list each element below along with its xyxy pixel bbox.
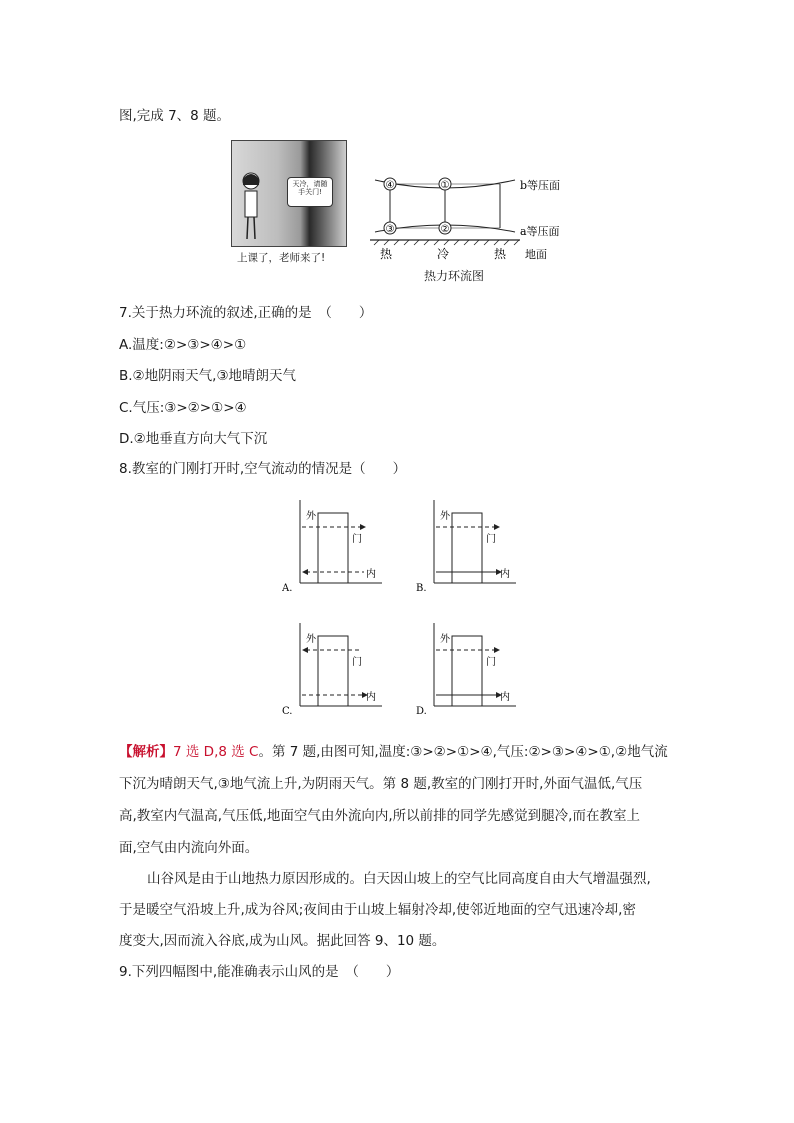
- thermal-circulation-diagram: [370, 170, 570, 270]
- q8-panel-b: [416, 495, 516, 595]
- q8-stem: 8.教室的门刚打开时,空气流动的情况是（ ）: [119, 461, 407, 477]
- panel-c-door: 门: [352, 657, 362, 668]
- q8-panel-c: [282, 618, 382, 718]
- q7-option-a: A.温度:②>③>④>①: [119, 337, 247, 353]
- analysis-line-3: 高,教室内气温高,气压低,地面空气由外流向内,所以前排的同学先感觉到腿冷,而在教室上: [119, 808, 640, 824]
- panel-d-in: 内: [500, 692, 510, 703]
- panel-c-in: 内: [366, 692, 376, 703]
- analysis-line-1: [119, 740, 668, 760]
- panel-d-out: 外: [440, 634, 450, 645]
- point-4: ④: [385, 180, 395, 191]
- point-1: ①: [440, 180, 450, 191]
- q7-option-d: D.②地垂直方向大气下沉: [119, 431, 268, 447]
- panel-c-out: 外: [306, 634, 316, 645]
- point-2: ②: [440, 224, 450, 235]
- ground-mark-hot-right: 热: [493, 247, 507, 261]
- panel-a-door: 门: [352, 534, 362, 545]
- passage-line-2: 于是暖空气沿坡上升,成为谷风;夜间由于山坡上辐射冷却,使邻近地面的空气迅速冷却,密: [119, 902, 636, 918]
- point-3: ③: [385, 224, 395, 235]
- panel-a-in: 内: [366, 569, 376, 580]
- analysis-tag: 【解析】: [119, 744, 173, 760]
- q9-stem: 9.下列四幅图中,能准确表示山风的是 （ ）: [119, 964, 400, 980]
- q7-option-c: C.气压:③>②>①>④: [119, 400, 247, 416]
- panel-b-in: 内: [500, 569, 510, 580]
- q7-option-b: B.②地阴雨天气,③地晴朗天气: [119, 368, 297, 384]
- intro-text: 图,完成 7、8 题。: [119, 108, 231, 124]
- panel-b-out: 外: [440, 511, 450, 522]
- ground-mark-hot-left: 热: [379, 247, 393, 261]
- analysis-line-1-rest: 。第 7 题,由图可知,温度:③>②>①>④,气压:②>③>④>①,②地气流: [258, 744, 668, 760]
- photo-caption: 上课了，老师来了!: [237, 252, 326, 264]
- panel-b-letter: B.: [416, 583, 427, 594]
- analysis-answer: 7 选 D,8 选 C: [173, 744, 259, 760]
- panel-a-letter: A.: [282, 583, 293, 594]
- b-isobar-label: b等压面: [520, 179, 561, 192]
- q8-panel-d: [416, 618, 516, 718]
- panel-d-letter: D.: [416, 706, 427, 717]
- q7-stem: 7.关于热力环流的叙述,正确的是 （ ）: [119, 305, 373, 321]
- speech-bubble: 天冷，请随手关门!: [287, 177, 333, 207]
- classroom-photo: [231, 140, 347, 247]
- panel-b-door: 门: [486, 534, 496, 545]
- panel-c-letter: C.: [282, 706, 293, 717]
- passage-line-3: 度变大,因而流入谷底,成为山风。据此回答 9、10 题。: [119, 933, 446, 949]
- a-isobar-label: a等压面: [520, 225, 560, 238]
- analysis-line-2: 下沉为晴朗天气,③地气流上升,为阴雨天气。第 8 题,教室的门刚打开时,外面气温低,气压: [119, 776, 643, 792]
- q8-panel-a: [282, 495, 382, 595]
- panel-d-door: 门: [486, 657, 496, 668]
- passage-line-1: 山谷风是由于山地热力原因形成的。白天因山坡上的空气比同高度自由大气增温强烈,: [147, 871, 651, 887]
- student-figure: [237, 171, 265, 241]
- ground-label: 地面: [525, 248, 547, 261]
- circulation-caption: 热力环流图: [424, 269, 485, 283]
- ground-mark-cold: 冷: [436, 247, 450, 261]
- analysis-line-4: 面,空气由内流向外面。: [119, 840, 259, 856]
- panel-a-out: 外: [306, 511, 316, 522]
